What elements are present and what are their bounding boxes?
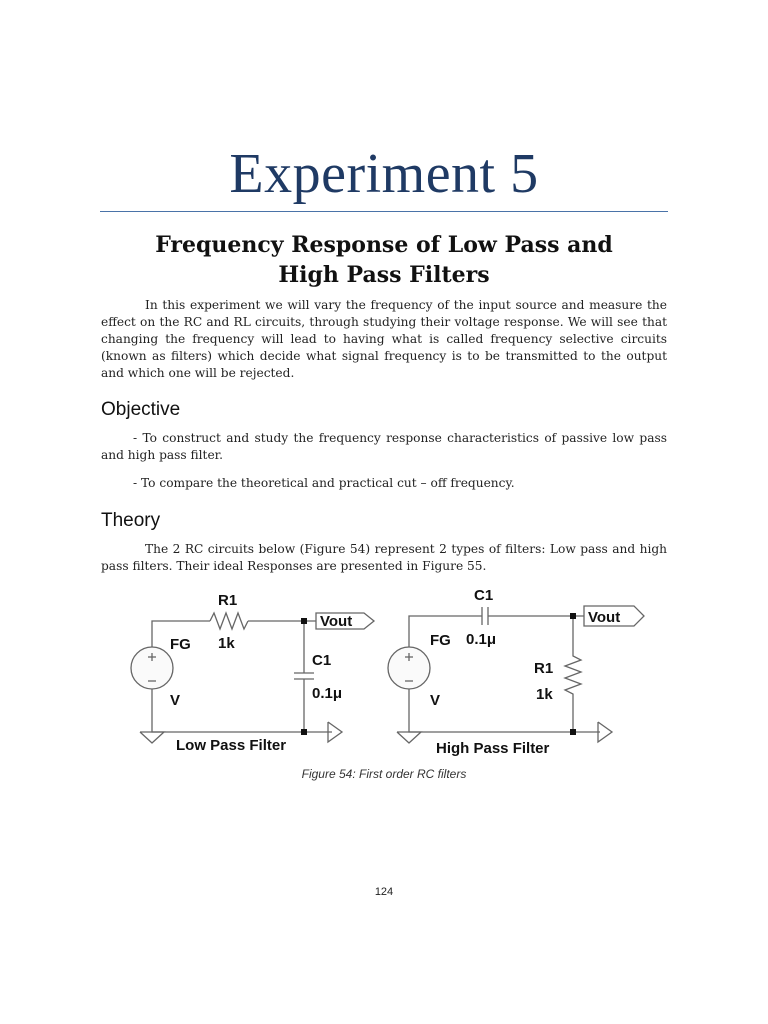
experiment-title: Experiment 5 — [229, 143, 539, 205]
high-pass-ground-node — [570, 729, 576, 735]
high-pass-filter-name: High Pass Filter — [436, 740, 550, 757]
high-pass-output-node — [570, 613, 576, 619]
low-pass-output-node — [301, 618, 307, 624]
low-pass-c-label: C1 — [312, 652, 332, 669]
title-divider — [100, 211, 668, 212]
high-pass-circuit — [388, 606, 644, 743]
figure-caption: Figure 54: First order RC filters — [301, 767, 467, 781]
objective-item-2: - To compare the theoretical and practical cut – off frequency. — [133, 476, 515, 490]
high-pass-source-unit: V — [430, 692, 441, 709]
subtitle-line-2: High Pass Filters — [278, 262, 490, 288]
low-pass-source-label: FG — [170, 636, 191, 653]
low-pass-ground-node — [301, 729, 307, 735]
low-pass-source-unit: V — [170, 692, 181, 709]
low-pass-vout-label: Vout — [320, 613, 353, 630]
intro-paragraph: In this experiment we will vary the frequency of the input source and measure the effect on the RC and RL circuits, through studying their voltage response. We will see that changing the frequency will lead to having what is called frequency selective circuits (known as filters) which decide what signal frequency is to be transmitted to the output and which one will be rejected. — [101, 298, 667, 380]
experiment-subtitle — [100, 230, 668, 290]
rc-filter-circuits-figure — [126, 583, 621, 763]
high-pass-r-label: R1 — [534, 660, 554, 677]
high-pass-c-label: C1 — [474, 587, 494, 604]
objective-heading: Objective — [101, 399, 181, 420]
low-pass-r-value: 1k — [218, 635, 235, 652]
low-pass-circuit — [131, 613, 374, 743]
low-pass-r-label: R1 — [218, 592, 238, 609]
subtitle-line-1: Frequency Response of Low Pass and — [155, 232, 613, 258]
low-pass-filter-name: Low Pass Filter — [176, 737, 287, 754]
high-pass-vout-label: Vout — [588, 609, 621, 626]
page-number: 124 — [374, 886, 394, 898]
objective-item-1: - To construct and study the frequency response characteristics of passive low pass and high pass filter. — [101, 431, 667, 462]
high-pass-c-value: 0.1μ — [466, 631, 497, 648]
high-pass-source-label: FG — [430, 632, 451, 649]
low-pass-c-value: 0.1μ — [312, 685, 343, 702]
theory-heading: Theory — [101, 510, 161, 531]
theory-paragraph: The 2 RC circuits below (Figure 54) represent 2 types of filters: Low pass and high pass filters. Their ideal Responses are presented in Figure 55. — [101, 542, 667, 573]
high-pass-r-value: 1k — [536, 686, 553, 703]
